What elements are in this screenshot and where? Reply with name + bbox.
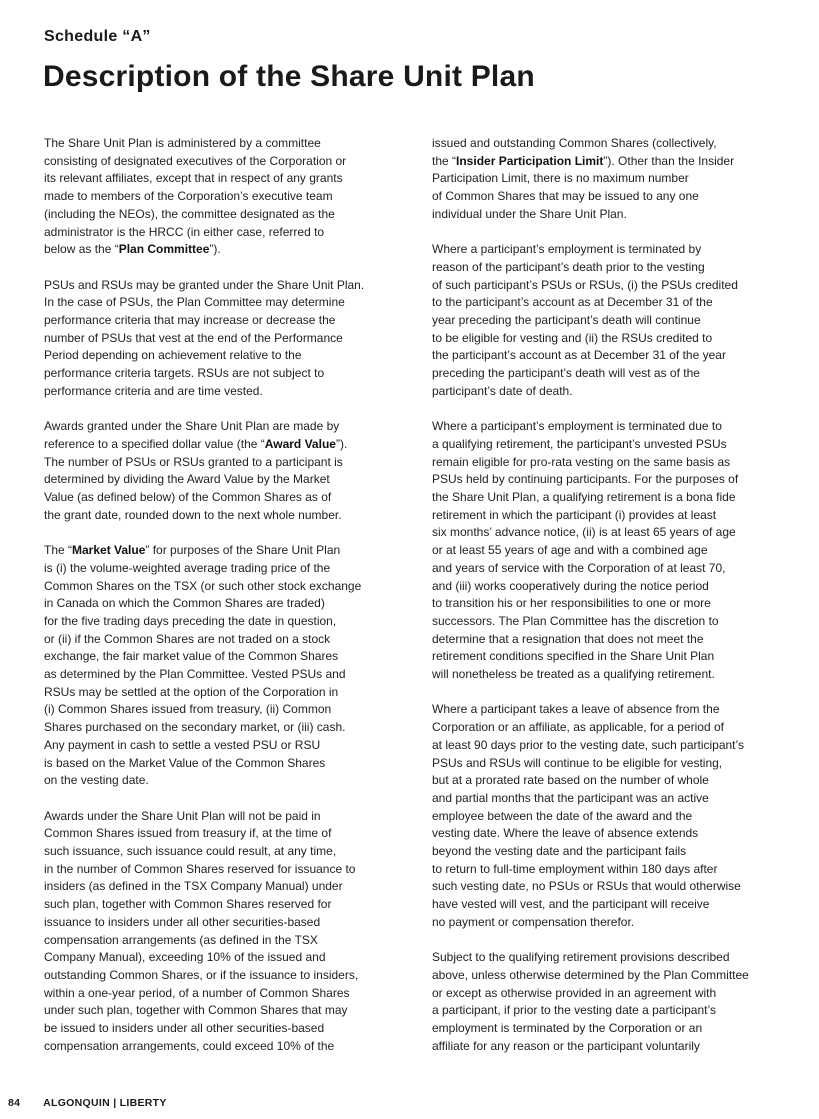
text-line <box>432 330 782 348</box>
text-line <box>432 648 782 666</box>
text-line <box>44 1002 394 1020</box>
text-line <box>432 241 782 259</box>
text-segment: Subject to the qualifying retirement provisions described <box>432 950 730 965</box>
text-segment: year preceding the participant’s death will continue <box>432 313 701 328</box>
text-segment: and years of service with the Corporation of at least 70, <box>432 560 726 575</box>
text-line <box>432 347 782 365</box>
text-line <box>432 755 782 773</box>
text-segment: retirement in which the participant (i) provides at least <box>432 507 717 522</box>
paragraph <box>432 949 782 1055</box>
page-title: Description of the Share Unit Plan <box>43 60 535 93</box>
text-line <box>432 312 782 330</box>
text-line <box>44 170 394 188</box>
text-segment: Awards under the Share Unit Plan will not be paid in <box>44 808 321 823</box>
text-segment: administrator is the HRCC (in either case, referred to <box>44 224 325 239</box>
left-column <box>44 135 394 1073</box>
text-line <box>44 330 394 348</box>
text-line <box>432 259 782 277</box>
defined-term: Market Value <box>72 543 146 558</box>
text-line <box>44 949 394 967</box>
text-line <box>44 542 394 560</box>
paragraph <box>44 277 394 401</box>
text-segment: determined by dividing the Award Value by the Market <box>44 472 330 487</box>
text-line <box>44 985 394 1003</box>
text-line <box>44 684 394 702</box>
text-line <box>432 790 782 808</box>
text-segment: compensation arrangements (as defined in the TSX <box>44 932 318 947</box>
text-segment: (including the NEOs), the committee designated as the <box>44 206 335 221</box>
text-line <box>44 347 394 365</box>
text-segment: above, unless otherwise determined by the Plan Committee <box>432 967 749 982</box>
text-segment: and partial months that the participant was an active <box>432 790 709 805</box>
paragraph <box>432 418 782 684</box>
text-segment: or (ii) if the Common Shares are not traded on a stock <box>44 631 331 646</box>
defined-term: Award Value <box>264 436 336 451</box>
paragraph <box>44 808 394 1056</box>
text-line <box>432 719 782 737</box>
text-line <box>432 135 782 153</box>
text-segment: Company Manual), exceeding 10% of the issued and <box>44 950 326 965</box>
text-segment: such plan, together with Common Shares reserved for <box>44 897 332 912</box>
text-line <box>432 896 782 914</box>
text-line <box>432 578 782 596</box>
text-segment: reference to a specified dollar value (the “ <box>44 436 265 451</box>
text-segment: on the vesting date. <box>44 773 149 788</box>
text-segment: be issued to insiders under all other securities-based <box>44 1021 325 1036</box>
text-line <box>44 436 394 454</box>
text-segment: to be eligible for vesting and (ii) the RSUs credited to <box>432 330 713 345</box>
text-line <box>44 896 394 914</box>
text-line <box>432 206 782 224</box>
text-segment: remain eligible for pro-rata vesting on the same basis as <box>432 454 731 469</box>
text-segment: reason of the participant’s death prior to the vesting <box>432 259 705 274</box>
paragraph <box>44 542 394 790</box>
text-line <box>44 241 394 259</box>
text-segment: ”). Other than the Insider <box>603 153 735 168</box>
text-segment: performance criteria that may increase or decrease the <box>44 313 336 328</box>
page-number: 84 <box>8 1097 21 1109</box>
text-segment: is based on the Market Value of the Common Shares <box>44 755 326 770</box>
text-line <box>432 365 782 383</box>
text-segment: at least 90 days prior to the vesting date, such participant’s <box>432 737 744 752</box>
text-line <box>44 206 394 224</box>
text-segment: will nonetheless be treated as a qualifying retirement. <box>432 667 715 682</box>
text-line <box>44 489 394 507</box>
text-line <box>44 454 394 472</box>
text-segment: ”). <box>335 436 348 451</box>
text-segment: consisting of designated executives of the Corporation or <box>44 153 347 168</box>
text-segment: The number of PSUs or RSUs granted to a participant is <box>44 454 343 469</box>
text-segment: such issuance, such issuance could result, at any time, <box>44 844 337 859</box>
text-segment: issued and outstanding Common Shares (collectively, <box>432 136 717 150</box>
page-footer <box>8 1097 167 1109</box>
text-line <box>44 383 394 401</box>
right-column <box>432 135 782 1073</box>
text-line <box>432 524 782 542</box>
text-line <box>44 737 394 755</box>
text-line <box>44 772 394 790</box>
text-segment: number of PSUs that vest at the end of the Performance <box>44 330 343 345</box>
text-line <box>44 808 394 826</box>
text-segment: PSUs held by continuing participants. For the purposes of <box>432 472 739 487</box>
text-segment: of such participant’s PSUs or RSUs, (i) the PSUs credited <box>432 277 738 292</box>
text-segment: Period depending on achievement relative to the <box>44 348 302 363</box>
text-line <box>432 985 782 1003</box>
text-segment: such vesting date, no PSUs or RSUs that would otherwise <box>432 879 741 894</box>
text-segment: issuance to insiders under all other securities-based <box>44 914 321 929</box>
text-line <box>432 825 782 843</box>
text-segment: The Share Unit Plan is administered by a committee <box>44 136 321 150</box>
text-line <box>44 648 394 666</box>
text-segment: determine that a resignation that does not meet the <box>432 631 704 646</box>
text-segment: made to members of the Corporation’s executive team <box>44 189 333 204</box>
text-segment: the participant’s account as at December 31 of the year <box>432 348 726 363</box>
text-segment: ” for purposes of the Share Unit Plan <box>145 543 341 558</box>
text-segment: compensation arrangements, could exceed 10% of the <box>44 1038 335 1053</box>
text-segment: the Share Unit Plan, a qualifying retirement is a bona fide <box>432 490 736 505</box>
text-line <box>432 701 782 719</box>
company-name: ALGONQUIN | LIBERTY <box>43 1097 167 1109</box>
text-line <box>432 843 782 861</box>
text-line <box>432 507 782 525</box>
text-line <box>432 613 782 631</box>
text-line <box>44 135 394 153</box>
text-segment: its relevant affiliates, except that in respect of any grants <box>44 171 343 186</box>
text-segment: Any payment in cash to settle a vested PSU or RSU <box>44 737 321 752</box>
text-line <box>44 932 394 950</box>
text-segment: RSUs may be settled at the option of the Corporation in <box>44 684 339 699</box>
text-segment: the “ <box>432 153 457 168</box>
text-line <box>44 560 394 578</box>
text-line <box>432 489 782 507</box>
text-segment: Common Shares on the TSX (or such other stock exchange <box>44 578 362 593</box>
text-line <box>432 1020 782 1038</box>
text-segment: individual under the Share Unit Plan. <box>432 206 627 221</box>
text-segment: ”). <box>209 242 221 257</box>
text-segment: insiders (as defined in the TSX Company Manual) under <box>44 879 343 894</box>
text-segment: Where a participant’s employment is terminated due to <box>432 419 722 434</box>
text-line <box>432 471 782 489</box>
text-line <box>432 294 782 312</box>
text-segment: employee between the date of the award and the <box>432 808 693 823</box>
paragraph <box>44 135 394 259</box>
text-line <box>432 808 782 826</box>
text-segment: the grant date, rounded down to the next whole number. <box>44 507 342 522</box>
text-line <box>44 224 394 242</box>
text-line <box>432 153 782 171</box>
text-line <box>44 701 394 719</box>
text-segment: participant’s date of death. <box>432 383 573 398</box>
text-line <box>432 949 782 967</box>
text-line <box>432 277 782 295</box>
text-line <box>44 967 394 985</box>
text-segment: for the five trading days preceding the date in question, <box>44 613 337 628</box>
text-segment: Participation Limit, there is no maximum number <box>432 171 689 186</box>
text-line <box>44 1020 394 1038</box>
text-segment: (i) Common Shares issued from treasury, (ii) Common <box>44 702 332 717</box>
text-line <box>44 277 394 295</box>
text-segment: within a one-year period, of a number of Common Shares <box>44 985 350 1000</box>
text-line <box>432 188 782 206</box>
text-line <box>44 755 394 773</box>
text-segment: as determined by the Plan Committee. Vested PSUs and <box>44 667 346 682</box>
text-segment: exchange, the fair market value of the Common Shares <box>44 649 339 664</box>
text-segment: outstanding Common Shares, or if the issuance to insiders, <box>44 967 359 982</box>
text-line <box>44 613 394 631</box>
text-segment: no payment or compensation therefor. <box>432 914 635 929</box>
text-line <box>44 595 394 613</box>
text-segment: but at a prorated rate based on the number of whole <box>432 773 709 788</box>
text-line <box>44 312 394 330</box>
text-segment: beyond the vesting date and the participant fails <box>432 844 687 859</box>
text-line <box>432 542 782 560</box>
text-line <box>432 595 782 613</box>
text-segment: Where a participant’s employment is terminated by <box>432 242 702 257</box>
text-segment: PSUs and RSUs will continue to be eligible for vesting, <box>432 755 723 770</box>
text-line <box>44 861 394 879</box>
text-line <box>432 418 782 436</box>
text-segment: Common Shares issued from treasury if, at the time of <box>44 826 332 841</box>
text-segment: Where a participant takes a leave of absence from the <box>432 702 720 717</box>
text-line <box>44 631 394 649</box>
paragraph <box>432 135 782 224</box>
text-line <box>44 1038 394 1056</box>
text-segment: performance criteria and are time vested. <box>44 383 263 398</box>
text-line <box>432 436 782 454</box>
text-segment: In the case of PSUs, the Plan Committee may determine <box>44 295 345 310</box>
text-line <box>44 418 394 436</box>
text-line <box>44 471 394 489</box>
text-line <box>432 560 782 578</box>
text-line <box>432 170 782 188</box>
paragraph <box>432 241 782 400</box>
text-line <box>432 772 782 790</box>
text-segment: or except as otherwise provided in an agreement with <box>432 985 717 1000</box>
text-segment: affiliate for any reason or the participant voluntarily <box>432 1038 700 1053</box>
text-line <box>44 153 394 171</box>
text-line <box>432 454 782 472</box>
text-segment: six months’ advance notice, (ii) is at least 65 years of age <box>432 525 736 540</box>
text-line <box>44 825 394 843</box>
text-segment: Awards granted under the Share Unit Plan are made by <box>44 419 340 434</box>
paragraph <box>44 418 394 524</box>
text-segment: Value (as defined below) of the Common Shares as of <box>44 490 332 505</box>
text-segment: under such plan, together with Common Shares that may <box>44 1003 348 1018</box>
text-segment: is (i) the volume-weighted average trading price of the <box>44 560 331 575</box>
text-segment: preceding the participant’s death will vest as of the <box>432 366 700 381</box>
schedule-label: Schedule “A” <box>44 28 151 45</box>
text-segment: to return to full-time employment within 180 days after <box>432 861 718 876</box>
defined-term: Insider Participation Limit <box>456 153 604 168</box>
text-line <box>432 631 782 649</box>
text-segment: below as the “ <box>44 242 119 257</box>
text-line <box>432 878 782 896</box>
text-line <box>432 383 782 401</box>
text-line <box>44 914 394 932</box>
text-line <box>44 878 394 896</box>
text-segment: Shares purchased on the secondary market, or (iii) cash. <box>44 720 346 735</box>
text-segment: a participant, if prior to the vesting date a participant’s <box>432 1003 716 1018</box>
text-line <box>44 365 394 383</box>
text-line <box>432 1038 782 1056</box>
text-line <box>432 914 782 932</box>
text-segment: vesting date. Where the leave of absence extends <box>432 826 699 841</box>
text-line <box>44 666 394 684</box>
text-line <box>432 1002 782 1020</box>
text-segment: in Canada on which the Common Shares are traded) <box>44 596 325 611</box>
text-segment: PSUs and RSUs may be granted under the Share Unit Plan. <box>44 277 365 292</box>
text-segment: successors. The Plan Committee has the discretion to <box>432 613 719 628</box>
text-line <box>44 578 394 596</box>
text-segment: or at least 55 years of age and with a combined age <box>432 543 708 558</box>
text-segment: Corporation or an affiliate, as applicable, for a period of <box>432 720 724 735</box>
text-line <box>44 188 394 206</box>
defined-term: Plan Committee <box>118 242 210 257</box>
text-line <box>44 719 394 737</box>
text-line <box>432 737 782 755</box>
text-segment: to the participant’s account as at December 31 of the <box>432 295 713 310</box>
text-line <box>432 666 782 684</box>
text-segment: in the number of Common Shares reserved for issuance to <box>44 861 356 876</box>
text-line <box>432 967 782 985</box>
text-segment: of Common Shares that may be issued to any one <box>432 189 699 204</box>
text-line <box>44 294 394 312</box>
text-segment: performance criteria targets. RSUs are not subject to <box>44 366 325 381</box>
text-segment: The “ <box>44 543 73 558</box>
text-line <box>44 843 394 861</box>
text-line <box>432 861 782 879</box>
text-segment: to transition his or her responsibilities to one or more <box>432 596 711 611</box>
text-line <box>44 507 394 525</box>
text-segment: and (iii) works cooperatively during the notice period <box>432 578 709 593</box>
paragraph <box>432 701 782 931</box>
text-segment: have vested will vest, and the participant will receive <box>432 897 710 912</box>
text-segment: employment is terminated by the Corporation or an <box>432 1021 703 1036</box>
text-segment: retirement conditions specified in the Share Unit Plan <box>432 649 715 664</box>
text-segment: a qualifying retirement, the participant’s unvested PSUs <box>432 436 727 451</box>
